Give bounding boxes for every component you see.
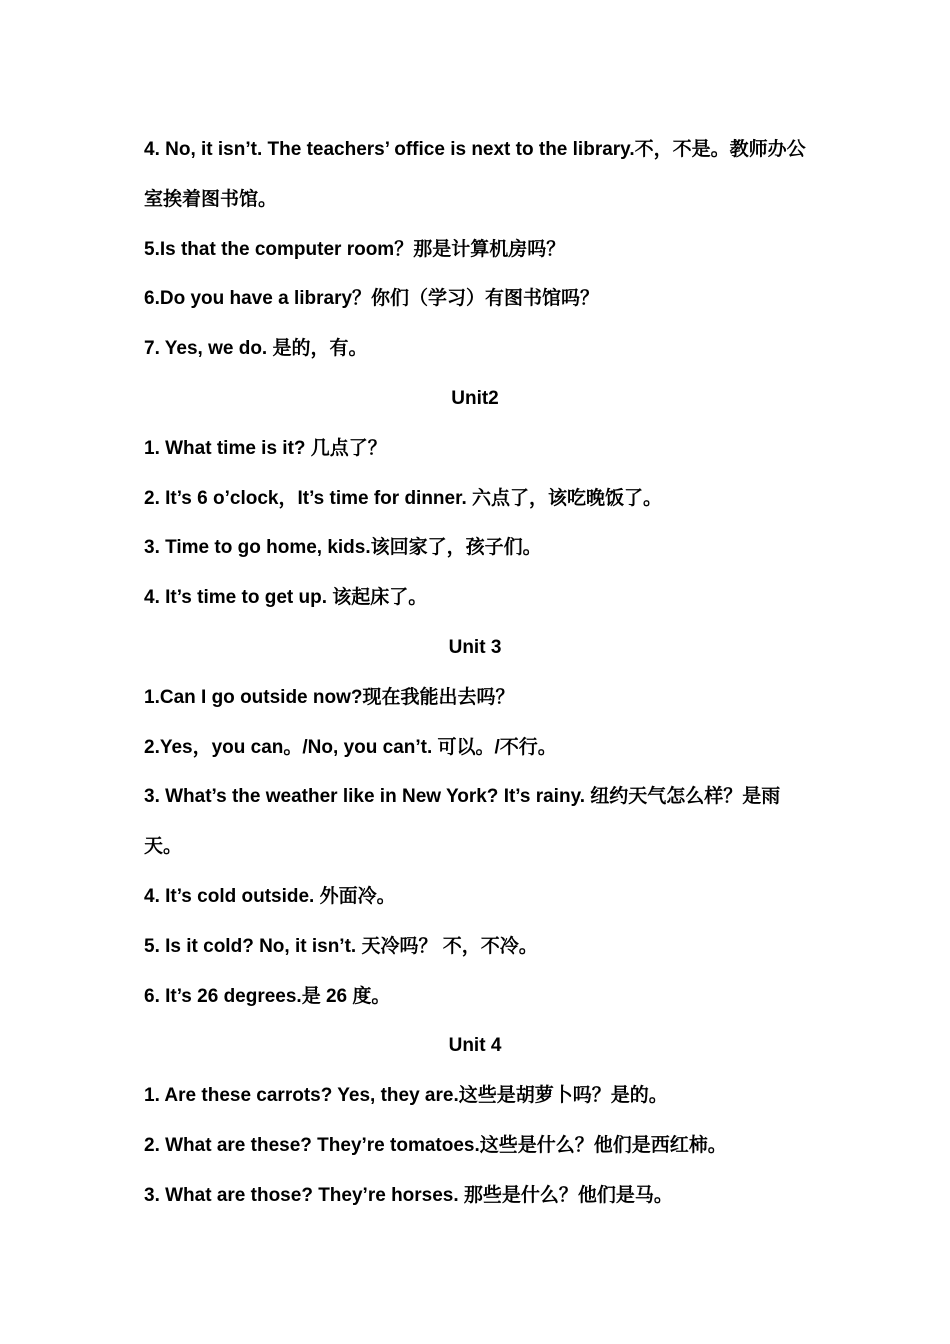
unit1-section (144, 125, 806, 374)
sentence-line: 3. What are those? They’re horses. 那些是什么？他们是马。 (144, 1184, 673, 1206)
sentence-line: 4. It’s cold outside. 外面冷。 (144, 885, 396, 907)
sentence-line: 4. It’s time to get up. 该起床了。 (144, 587, 428, 609)
unit4-heading: Unit 4 (448, 1035, 502, 1057)
sentence-line: 1. Are these carrots? Yes, they are.这些是胡萝卜吗？是的。 (144, 1085, 668, 1107)
sentence-line: 6.Do you have a library？你们（学习）有图书馆吗？ (144, 288, 600, 310)
sentence-line: 6. It’s 26 degrees.是 26 度。 (144, 985, 391, 1007)
unit2-heading: Unit2 (451, 387, 499, 409)
sentence-line: 4. No, it isn’t. The teachers’ office is next to the library.不，不是。教师办公室挨着图书馆。 (144, 139, 806, 210)
sentence-line: 2. What are these? They’re tomatoes.这些是什么？他们是西红柿。 (144, 1134, 727, 1156)
unit3-heading: Unit 3 (448, 636, 502, 658)
sentence-line: 5.Is that the computer room？那是计算机房吗？ (144, 238, 566, 260)
unit3-section (144, 623, 806, 1021)
sentence-line: 1. What time is it? 几点了？ (144, 437, 387, 459)
sentence-line: 3. Time to go home, kids.该回家了，孩子们。 (144, 537, 542, 559)
unit2-section (144, 374, 806, 623)
sentence-line: 2. It’s 6 o’clock，It’s time for dinner. 六点了，该吃晚饭了。 (144, 487, 663, 509)
sentence-line: 2.Yes，you can。/No, you can’t. 可以。/不行。 (144, 736, 557, 758)
document-page (144, 125, 806, 1221)
sentence-line: 1.Can I go outside now?现在我能出去吗？ (144, 686, 515, 708)
sentence-line: 7. Yes, we do. 是的，有。 (144, 338, 368, 360)
unit4-section (144, 1021, 806, 1220)
sentence-line: 5. Is it cold? No, it isn’t. 天冷吗？ 不，不冷。 (144, 935, 538, 957)
sentence-line: 3. What’s the weather like in New York? It’s rainy. 纽约天气怎么样？是雨天。 (144, 786, 781, 858)
